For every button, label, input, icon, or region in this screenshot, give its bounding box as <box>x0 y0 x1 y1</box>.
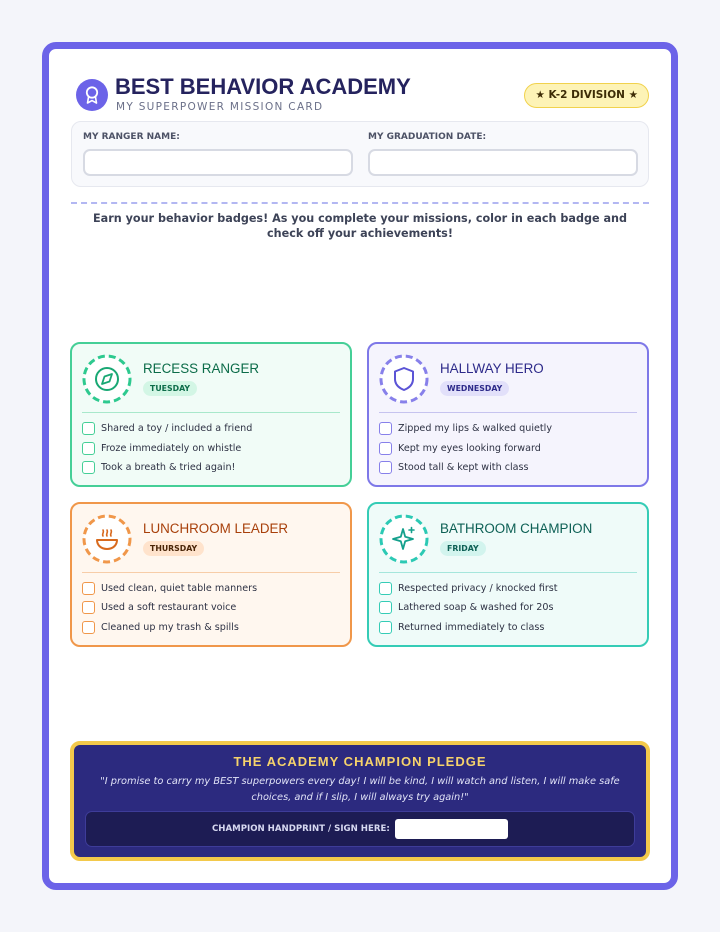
ranger-name-label: MY RANGER NAME: <box>83 132 180 142</box>
champion-pledge <box>70 741 650 861</box>
compass-icon <box>82 354 132 404</box>
graduation-date-label: MY GRADUATION DATE: <box>368 132 487 142</box>
task-item[interactable] <box>82 441 241 455</box>
checkbox[interactable] <box>82 461 95 474</box>
task-item[interactable] <box>379 441 541 455</box>
task-label: Cleaned up my trash & spills <box>101 621 239 633</box>
signature-field[interactable] <box>395 819 508 839</box>
checkbox[interactable] <box>82 621 95 634</box>
task-label: Shared a toy / included a friend <box>101 422 253 434</box>
badge-divider <box>82 572 340 573</box>
badge-title: BATHROOM CHAMPION <box>440 521 593 536</box>
badge-divider <box>82 412 340 413</box>
task-label: Froze immediately on whistle <box>101 442 242 454</box>
badge-title: HALLWAY HERO <box>440 361 544 376</box>
day-pill: FRIDAY <box>440 541 486 556</box>
task-item[interactable] <box>82 600 236 614</box>
task-item[interactable] <box>379 421 552 435</box>
header <box>71 71 649 121</box>
bowl-icon <box>82 514 132 564</box>
task-item[interactable] <box>82 620 239 634</box>
task-label: Respected privacy / knocked first <box>398 582 558 594</box>
checkbox[interactable] <box>379 621 392 634</box>
badge-divider <box>379 572 637 573</box>
checkbox[interactable] <box>82 582 95 595</box>
task-label: Zipped my lips & walked quietly <box>398 422 553 434</box>
dashed-divider <box>71 202 649 204</box>
pledge-title: THE ACADEMY CHAMPION PLEDGE <box>233 754 487 769</box>
signature-label: CHAMPION HANDPRINT / SIGN HERE: <box>212 824 390 834</box>
mission-card <box>42 42 678 890</box>
checkbox[interactable] <box>379 582 392 595</box>
info-fields <box>71 121 649 187</box>
day-pill: TUESDAY <box>143 381 197 396</box>
task-label: Returned immediately to class <box>398 621 545 633</box>
badge-recess-ranger <box>70 342 352 487</box>
checkbox[interactable] <box>379 601 392 614</box>
shield-icon <box>379 354 429 404</box>
signature-area <box>85 811 635 847</box>
task-item[interactable] <box>82 460 235 474</box>
award-ribbon-icon <box>76 79 108 111</box>
checkbox[interactable] <box>379 442 392 455</box>
day-pill: WEDNESDAY <box>440 381 509 396</box>
checkbox[interactable] <box>82 442 95 455</box>
task-item[interactable] <box>379 600 553 614</box>
task-item[interactable] <box>379 460 529 474</box>
task-item[interactable] <box>379 581 558 595</box>
task-item[interactable] <box>82 421 252 435</box>
badge-lunchroom-leader <box>70 502 352 647</box>
badge-hallway-hero <box>367 342 649 487</box>
badge-bathroom-champion <box>367 502 649 647</box>
checkbox[interactable] <box>82 422 95 435</box>
badge-divider <box>379 412 637 413</box>
sparkle-icon <box>379 514 429 564</box>
pledge-text: "I promise to carry my BEST superpowers every day! I will be kind, I will watch and listen, I will make safe choices, and if I slip, I will always try again!" <box>100 776 620 803</box>
task-label: Stood tall & kept with class <box>398 461 529 473</box>
intro-text: Earn your behavior badges! As you complete your missions, color in each badge and check off your achievements! <box>93 212 627 240</box>
badge-title: RECESS RANGER <box>143 361 260 376</box>
checkbox[interactable] <box>379 461 392 474</box>
task-label: Took a breath & tried again! <box>101 461 236 473</box>
task-item[interactable] <box>82 581 257 595</box>
day-pill: THURSDAY <box>143 541 204 556</box>
task-label: Kept my eyes looking forward <box>398 442 541 454</box>
page-subtitle: MY SUPERPOWER MISSION CARD <box>116 101 324 113</box>
division-badge: ★ K-2 DIVISION ★ <box>524 83 649 108</box>
task-item[interactable] <box>379 620 544 634</box>
graduation-date-field[interactable] <box>368 149 638 176</box>
task-label: Used clean, quiet table manners <box>101 582 258 594</box>
checkbox[interactable] <box>82 601 95 614</box>
task-label: Lathered soap & washed for 20s <box>398 601 554 613</box>
ranger-name-field[interactable] <box>83 149 353 176</box>
page-title: BEST BEHAVIOR ACADEMY <box>115 74 411 99</box>
badge-title: LUNCHROOM LEADER <box>143 521 289 536</box>
checkbox[interactable] <box>379 422 392 435</box>
task-label: Used a soft restaurant voice <box>101 601 237 613</box>
